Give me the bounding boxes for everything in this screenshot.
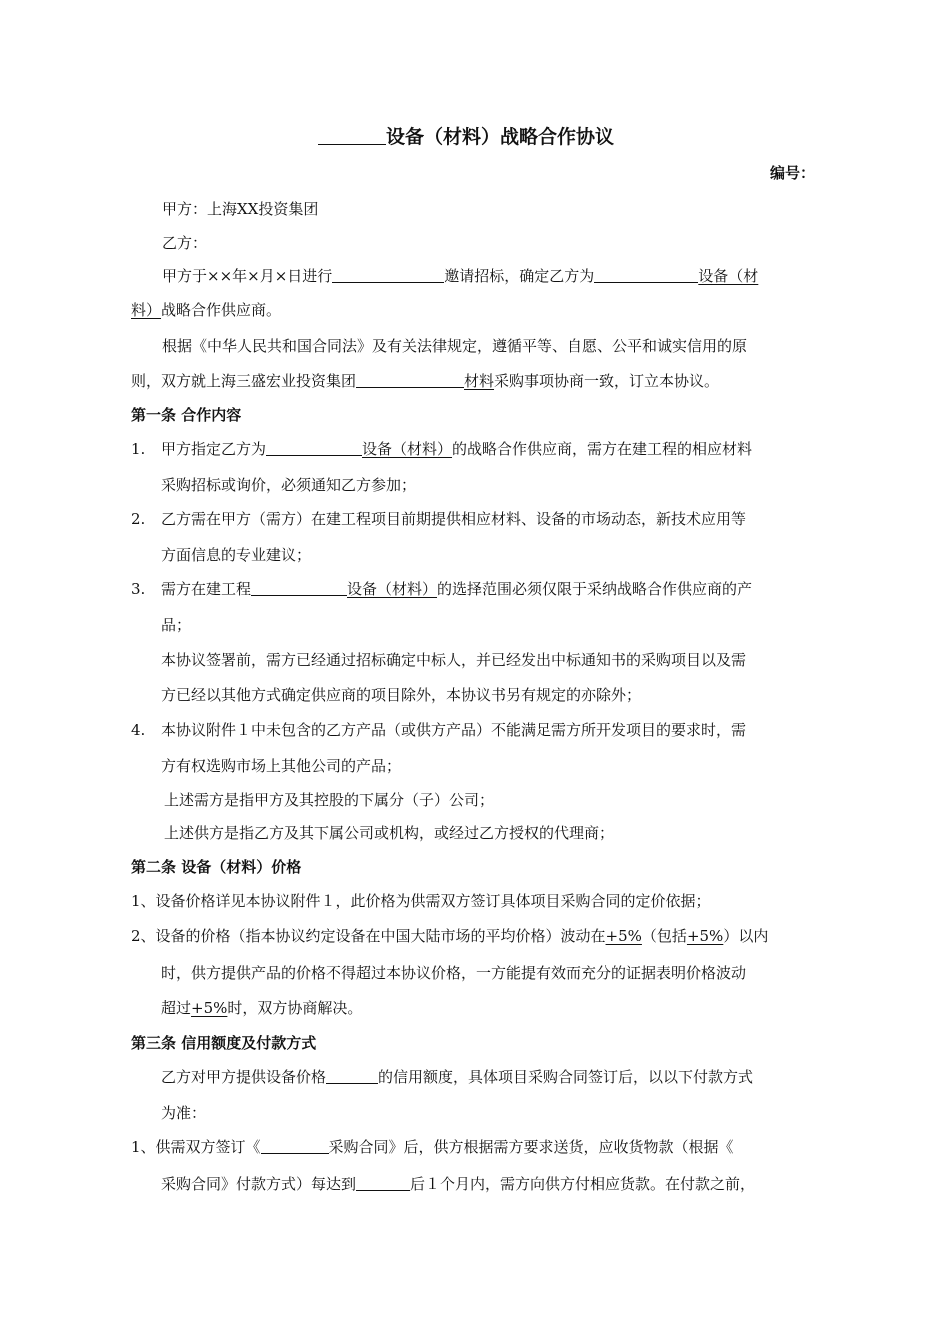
article-1-note-1: 上述需方是指甲方及其控股的下属分（子）公司； (164, 791, 495, 809)
document-title (318, 126, 614, 148)
item-3-blank (251, 579, 347, 596)
intro-paragraph-1-line-1: 甲方于××年×月×日进行 邀请招标，确定乙方为 设备（材 (162, 267, 759, 285)
item-1-blank (266, 439, 362, 456)
article-3-intro-line-1: 乙方对甲方提供设备价格 的信用额度，具体项目采购合同签订后，以以下付款方式 (161, 1068, 754, 1086)
article-1-item-3-para-line-2: 方已经以其他方式确定供应商的项目除外，本协议书另有规定的亦除外； (161, 686, 642, 704)
material-blank (356, 371, 464, 388)
supplier-blank (594, 266, 698, 283)
article-3-item-1-line-2: 采购合同》付款方式）每达到 后１个月内，需方向供方付相应货款。在付款之前， (161, 1175, 756, 1193)
article-1-item-3-line-1: 3. 需方在建工程 设备（材料）的选择范围必须仅限于采纳战略合作供应商的产 (131, 580, 753, 598)
document-number-label: 编号： (770, 164, 816, 182)
payment-threshold-blank (356, 1174, 410, 1191)
article-1-item-2-line-1: 2. 乙方需在甲方（需方）在建工程项目前期提供相应材料、设备的市场动态，新技术应用等 (131, 510, 747, 528)
credit-amount-blank (326, 1067, 378, 1084)
article-1-item-2-line-2: 方面信息的专业建议； (161, 546, 312, 564)
article-1-heading: 第一条 合作内容 (131, 406, 242, 424)
article-1-item-1-line-2: 采购招标或询价，必须通知乙方参加； (161, 476, 417, 494)
intro-paragraph-1-line-2: 料）战略合作供应商。 (131, 301, 282, 319)
title-text: 设备（材料）战略合作协议 (386, 126, 615, 148)
intro-paragraph-2-line-2: 则，双方就上海三盛宏业投资集团 材料采购事项协商一致，订立本协议。 (131, 372, 720, 390)
intro-paragraph-2-line-1: 根据《中华人民共和国合同法》及有关法律规定，遵循平等、自愿、公平和诚实信用的原 (162, 337, 748, 355)
article-3-item-1-line-1: 1、供需双方签订《 采购合同》后，供方根据需方要求送货，应收货物款（根据《 (131, 1138, 734, 1156)
title-blank (318, 126, 386, 145)
article-1-item-1-line-1: 1. 甲方指定乙方为 设备（材料）的战略合作供应商，需方在建工程的相应材料 (131, 440, 753, 458)
article-2-item-1: 1、设备价格详见本协议附件１，此价格为供需双方签订具体项目采购合同的定价依据； (131, 892, 711, 910)
party-a: 甲方：上海XX投资集团 (162, 200, 319, 218)
article-3-heading: 第三条 信用额度及付款方式 (131, 1034, 317, 1052)
article-1-item-3-para-line-1: 本协议签署前，需方已经通过招标确定中标人，并已经发出中标通知书的采购项目以及需 (161, 651, 747, 669)
article-1-item-3-line-2: 品； (161, 616, 192, 634)
article-2-item-2-line-3: 超过+5%时，双方协商解决。 (161, 999, 363, 1017)
article-1-item-4-line-1: 4. 本协议附件１中未包含的乙方产品（或供方产品）不能满足需方所开发项目的要求时，需 (131, 721, 747, 739)
article-1-note-2: 上述供方是指乙方及其下属公司或机构，或经过乙方授权的代理商； (164, 824, 615, 842)
article-2-item-2-line-2: 时，供方提供产品的价格不得超过本协议价格，一方能提有效而充分的证据表明价格波动 (161, 964, 747, 982)
article-2-item-2-line-1: 2、设备的价格（指本协议约定设备在中国大陆市场的平均价格）波动在+5%（包括+5%）以内 (131, 927, 769, 945)
article-3-intro-line-2: 为准： (161, 1104, 207, 1122)
invitation-blank (332, 266, 444, 283)
article-1-item-4-line-2: 方有权选购市场上其他公司的产品； (161, 757, 402, 775)
contract-name-blank (261, 1137, 329, 1154)
party-b: 乙方： (162, 234, 208, 252)
article-2-heading: 第二条 设备（材料）价格 (131, 858, 302, 876)
